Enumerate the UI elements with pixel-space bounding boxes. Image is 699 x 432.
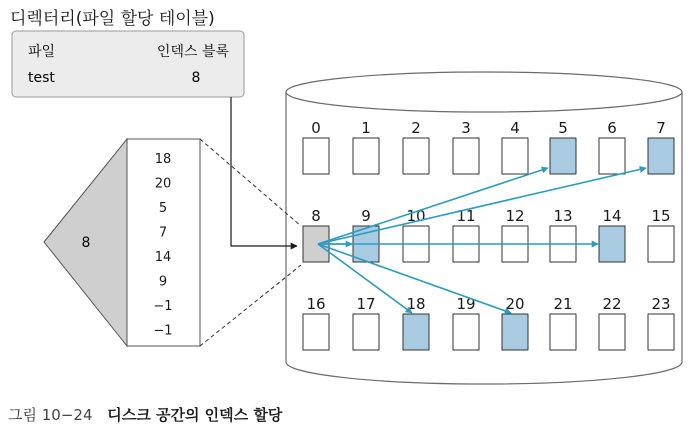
disk-block-label-22: 22 xyxy=(602,295,622,313)
disk-block-label-19: 19 xyxy=(456,295,476,313)
disk-block-21 xyxy=(550,314,576,350)
disk-block-label-14: 14 xyxy=(602,207,622,225)
disk-block-3 xyxy=(453,138,479,174)
disk-block-0 xyxy=(303,138,329,174)
disk-block-label-10: 10 xyxy=(406,207,426,225)
index-entry-3: 7 xyxy=(158,225,168,241)
index-block-entries-panel xyxy=(127,139,200,346)
disk-block-label-18: 18 xyxy=(406,295,426,313)
index-entry-1: 20 xyxy=(154,176,172,192)
index-entry-6: −1 xyxy=(153,299,173,314)
disk-block-20 xyxy=(502,314,528,350)
directory-index-block-value: 8 xyxy=(191,70,201,86)
disk-block-label-20: 20 xyxy=(505,295,525,313)
disk-block-7 xyxy=(648,138,674,174)
figure-caption-text: 디스크 공간의 인덱스 할당 xyxy=(107,406,283,424)
disk-block-5 xyxy=(550,138,576,174)
disk-block-label-15: 15 xyxy=(651,207,671,225)
directory-title: 디렉터리(파일 할당 테이블) xyxy=(10,9,215,29)
disk-block-label-5: 5 xyxy=(558,119,568,137)
directory-header-file: 파일 xyxy=(28,44,56,60)
disk-block-2 xyxy=(403,138,429,174)
index-entry-4: 14 xyxy=(154,250,172,265)
disk-block-17 xyxy=(353,314,379,350)
disk-block-label-21: 21 xyxy=(553,295,573,313)
disk-block-label-17: 17 xyxy=(356,295,376,313)
disk-block-label-3: 3 xyxy=(461,119,471,137)
disk-block-15 xyxy=(648,226,674,262)
directory-file-name: test xyxy=(28,70,55,86)
figure-number: 그림 10−24 xyxy=(8,406,93,424)
disk-block-label-23: 23 xyxy=(651,295,671,313)
index-entry-2: 5 xyxy=(158,201,168,216)
disk-block-label-8: 8 xyxy=(311,207,321,225)
directory-table xyxy=(12,31,244,97)
disk-block-6 xyxy=(599,138,625,174)
disk-block-23 xyxy=(648,314,674,350)
index-block-group xyxy=(44,139,200,346)
disk-block-label-7: 7 xyxy=(656,119,666,137)
disk-block-label-0: 0 xyxy=(311,119,321,137)
disk-block-16 xyxy=(303,314,329,350)
directory-header-index-block: 인덱스 블록 xyxy=(156,44,229,60)
disk-block-label-4: 4 xyxy=(510,119,520,137)
disk-block-label-11: 11 xyxy=(456,207,476,225)
disk-block-label-16: 16 xyxy=(306,295,326,313)
disk-block-4 xyxy=(502,138,528,174)
index-entry-5: 9 xyxy=(158,274,168,290)
index-entry-7: −1 xyxy=(153,323,173,339)
disk-block-label-9: 9 xyxy=(361,207,371,225)
disk-block-label-2: 2 xyxy=(411,119,421,137)
disk-block-label-12: 12 xyxy=(505,207,525,225)
disk-block-14 xyxy=(599,226,625,262)
index-entry-0: 18 xyxy=(154,152,172,167)
disk-block-label-6: 6 xyxy=(607,119,617,137)
disk-block-22 xyxy=(599,314,625,350)
figure-caption xyxy=(8,404,282,425)
index-block-label: 8 xyxy=(81,235,91,251)
disk-block-1 xyxy=(353,138,379,174)
disk-block-label-13: 13 xyxy=(553,207,573,225)
disk-block-18 xyxy=(403,314,429,350)
disk-block-label-1: 1 xyxy=(361,119,371,137)
disk-block-19 xyxy=(453,314,479,350)
